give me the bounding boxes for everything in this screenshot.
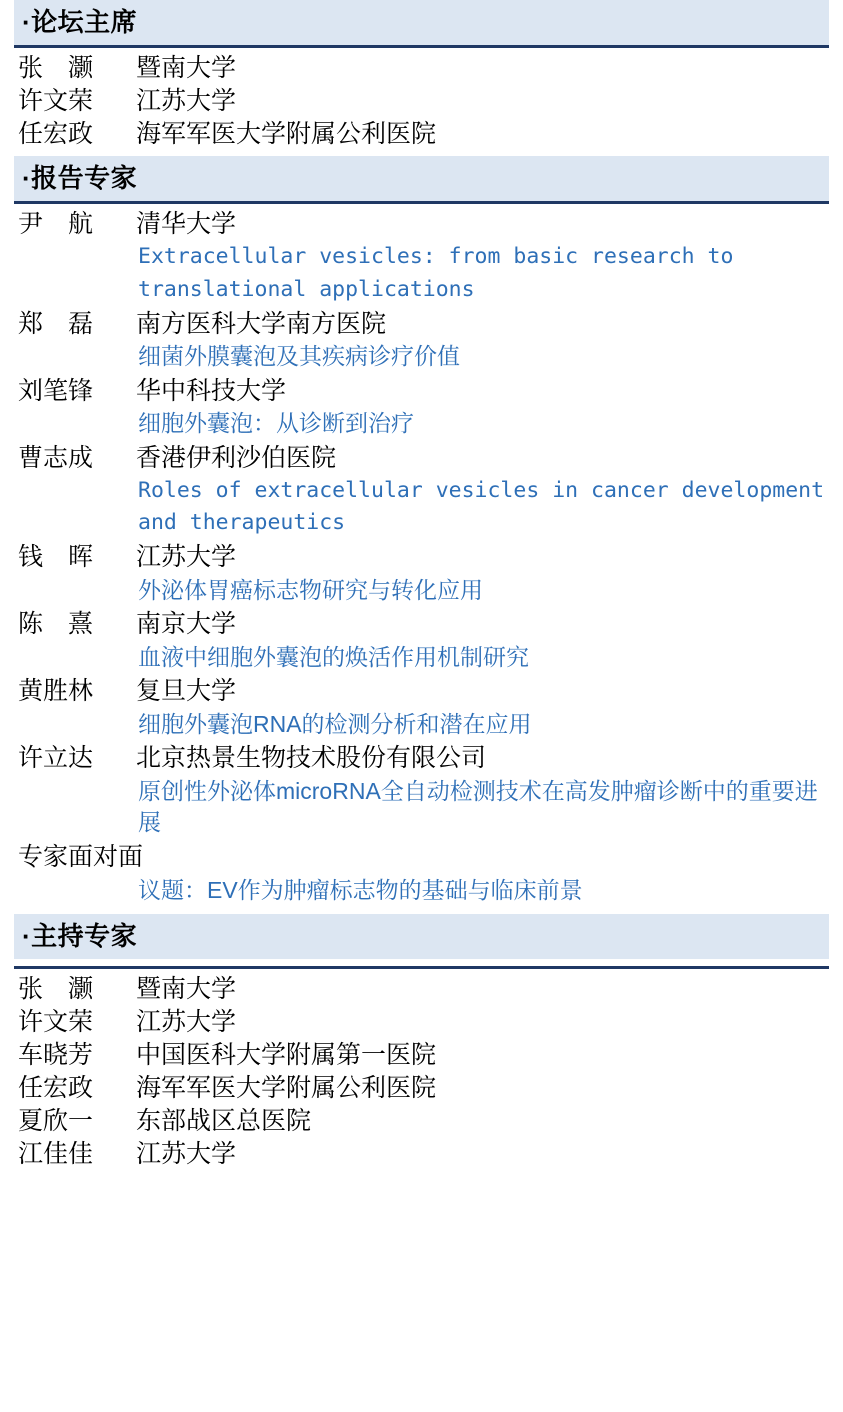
person-name: 尹 航 xyxy=(18,210,94,238)
person-name: 张 灏 xyxy=(18,974,94,1003)
person-name: 黄胜林 xyxy=(18,677,94,706)
list-item xyxy=(14,541,829,606)
speaker-header xyxy=(18,541,825,574)
list-item xyxy=(14,52,829,85)
person-name: 任宏政 xyxy=(18,120,94,148)
section-moderators xyxy=(14,914,829,1173)
section-heading-forum-chairs: ·论坛主席 xyxy=(14,0,829,45)
section-heading-speakers: ·报告专家 xyxy=(14,156,829,201)
person-affiliation: 复旦大学 xyxy=(136,677,237,706)
person-affiliation: 华中科技大学 xyxy=(136,376,287,405)
person-affiliation: 香港伊利沙伯医院 xyxy=(136,443,337,472)
talk-title: 血液中细胞外囊泡的焕活作用机制研究 xyxy=(138,643,529,670)
person-name: 刘笔锋 xyxy=(18,376,94,405)
talk-title: Roles of extracellular vesicles in cancer development and therapeutics xyxy=(138,477,825,536)
speakers-list xyxy=(14,204,829,908)
person-affiliation: 南京大学 xyxy=(136,610,237,639)
person-name: 许立达 xyxy=(18,744,94,773)
panel-title: 专家面对面 xyxy=(18,843,144,872)
list-item xyxy=(14,1039,829,1072)
list-item xyxy=(14,85,829,118)
person-name: 夏欣一 xyxy=(18,1106,94,1135)
talk-title: 细菌外膜囊泡及其疾病诊疗价值 xyxy=(138,343,460,369)
talk-title: 原创性外泌体microRNA全自动检测技术在高发肿瘤诊断中的重要进展 xyxy=(138,777,818,836)
talk-title: 细胞外囊泡：从诊断到治疗 xyxy=(138,409,414,436)
person-affiliation: 江苏大学 xyxy=(136,1139,237,1168)
list-item xyxy=(14,1105,829,1138)
talk-title: 外泌体胃癌标志物研究与转化应用 xyxy=(138,576,483,603)
person-name: 钱 晖 xyxy=(18,543,94,572)
person-name: 陈 熹 xyxy=(18,610,94,639)
talk-title: 细胞外囊泡RNA的检测分析和潜在应用 xyxy=(138,710,532,737)
list-item xyxy=(14,118,829,151)
moderators-list xyxy=(14,969,829,1173)
person-affiliation: 江苏大学 xyxy=(136,87,237,115)
person-name: 张 灏 xyxy=(18,54,94,82)
person-name: 江佳佳 xyxy=(18,1139,94,1168)
panel-discussion xyxy=(14,841,829,906)
person-name: 许文荣 xyxy=(18,87,94,115)
list-item xyxy=(14,1072,829,1105)
list-item xyxy=(14,308,829,373)
person-affiliation: 清华大学 xyxy=(136,210,237,238)
speaker-header xyxy=(18,442,825,475)
person-name: 车晓芳 xyxy=(18,1040,94,1069)
speaker-header xyxy=(18,675,825,708)
section-forum-chairs xyxy=(14,0,829,153)
person-name: 曹志成 xyxy=(18,443,94,472)
person-affiliation: 海军军医大学附属公利医院 xyxy=(136,120,437,148)
person-affiliation: 海军军医大学附属公利医院 xyxy=(136,1073,437,1102)
person-affiliation: 暨南大学 xyxy=(136,974,237,1003)
list-item xyxy=(14,1006,829,1039)
speaker-header xyxy=(18,375,825,408)
list-item xyxy=(14,442,829,540)
person-affiliation: 南方医科大学南方医院 xyxy=(136,309,387,338)
person-name: 任宏政 xyxy=(18,1073,94,1102)
list-item xyxy=(14,375,829,440)
panel-topic: 议题：EV作为肿瘤标志物的基础与临床前景 xyxy=(138,876,583,903)
person-name: 许文荣 xyxy=(18,1007,94,1036)
list-item xyxy=(14,1138,829,1171)
list-item xyxy=(14,973,829,1006)
person-affiliation: 中国医科大学附属第一医院 xyxy=(136,1040,437,1069)
person-affiliation: 东部战区总医院 xyxy=(136,1106,312,1135)
section-speakers xyxy=(14,156,829,908)
person-affiliation: 江苏大学 xyxy=(136,543,237,572)
talk-title: Extracellular vesicles: from basic research to translational applications xyxy=(138,244,734,302)
list-item xyxy=(14,675,829,740)
person-affiliation: 北京热景生物技术股份有限公司 xyxy=(136,744,487,773)
section-heading-moderators: ·主持专家 xyxy=(14,914,829,959)
speaker-header xyxy=(18,308,825,341)
speaker-header xyxy=(18,608,825,641)
list-item xyxy=(14,742,829,839)
person-affiliation: 暨南大学 xyxy=(136,54,237,82)
list-item xyxy=(14,208,829,306)
forum-chairs-list xyxy=(14,48,829,153)
spacer xyxy=(14,959,829,966)
person-name: 郑 磊 xyxy=(18,309,94,338)
speaker-header xyxy=(18,208,825,241)
person-affiliation: 江苏大学 xyxy=(136,1007,237,1036)
speaker-header xyxy=(18,742,825,775)
list-item xyxy=(14,608,829,673)
